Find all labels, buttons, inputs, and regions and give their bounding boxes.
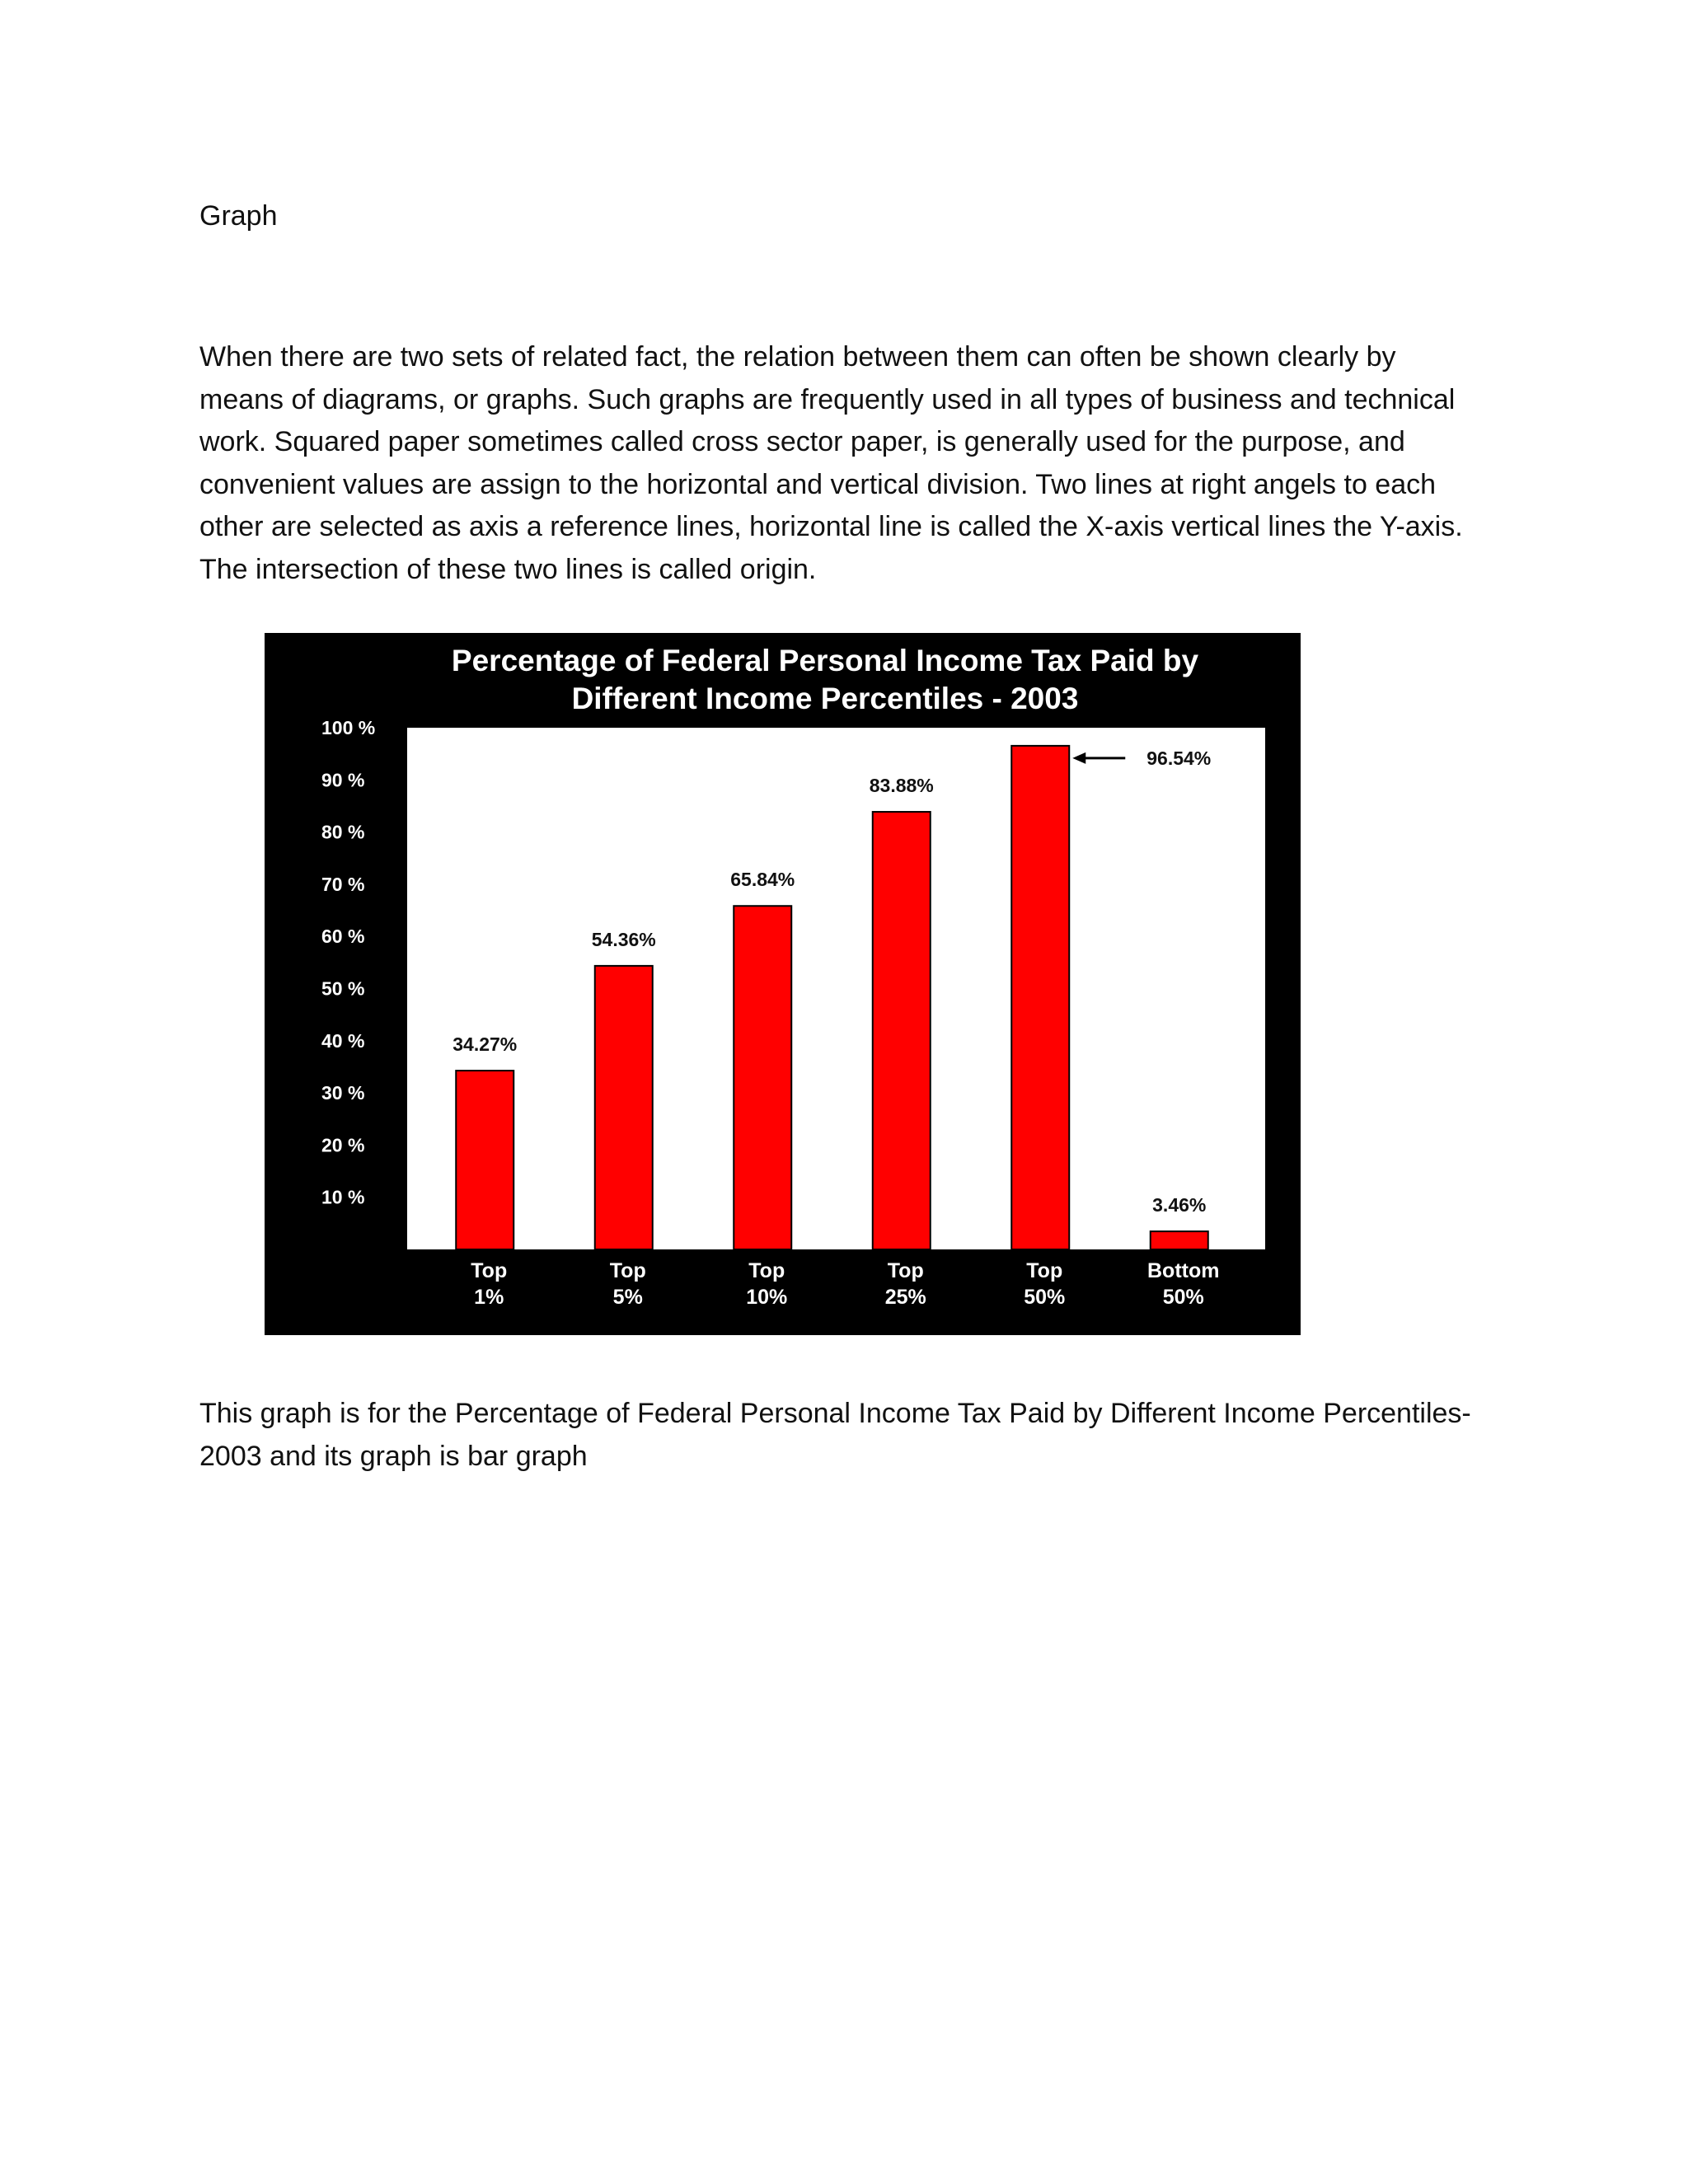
- section-heading: Graph: [199, 200, 278, 232]
- caption-paragraph: [199, 1393, 1485, 1478]
- x-tick-label: 50%: [1162, 1286, 1204, 1309]
- paragraph-line: 2003 and its graph is bar graph: [199, 1440, 588, 1472]
- y-tick-label: 90 %: [321, 769, 365, 791]
- y-tick-label: 60 %: [321, 926, 365, 948]
- data-label: 83.88%: [869, 775, 934, 797]
- bar: [734, 906, 791, 1249]
- x-tick-label: 5%: [612, 1286, 643, 1309]
- paragraph-line: means of diagrams, or graphs. Such graphs are frequently used in all types of business and technical: [199, 383, 1456, 415]
- y-tick-label: 10 %: [321, 1186, 365, 1208]
- x-tick-label: Bottom: [1147, 1259, 1220, 1282]
- bar: [1151, 1231, 1208, 1249]
- data-label: 34.27%: [452, 1033, 518, 1056]
- data-label: 96.54%: [1146, 747, 1212, 769]
- y-tick-label: 80 %: [321, 821, 365, 843]
- x-tick-label: Top: [471, 1259, 508, 1282]
- y-tick-label: 70 %: [321, 873, 365, 895]
- x-tick-label: Top: [1026, 1259, 1063, 1282]
- paragraph-line: work. Squared paper sometimes called cross sector paper, is generally used for the purpose, and: [199, 426, 1405, 457]
- x-tick-label: 25%: [884, 1286, 926, 1309]
- intro-paragraph: [199, 336, 1485, 591]
- paragraph-line: convenient values are assign to the horizontal and vertical division. Two lines at right angels to each: [199, 468, 1437, 500]
- bar-chart-figure: [265, 633, 1301, 1335]
- paragraph-line: When there are two sets of related fact, the relation between them can often be shown clearly by: [199, 341, 1396, 373]
- bar: [456, 1071, 513, 1249]
- bar-chart: [265, 633, 1301, 1335]
- bar: [873, 812, 931, 1249]
- y-tick-label: 20 %: [321, 1134, 365, 1156]
- x-tick-label: 50%: [1024, 1286, 1066, 1309]
- x-tick-label: 10%: [746, 1286, 788, 1309]
- data-label: 54.36%: [591, 928, 656, 950]
- paragraph-line: other are selected as axis a reference lines, horizontal line is called the X-axis vertical lines the Y-axis.: [199, 511, 1463, 542]
- x-tick-label: Top: [609, 1259, 646, 1282]
- chart-title-line: Percentage of Federal Personal Income Tax Paid by: [451, 644, 1199, 677]
- y-tick-label: 50 %: [321, 977, 365, 1000]
- x-tick-label: 1%: [474, 1286, 504, 1309]
- y-tick-label: 30 %: [321, 1082, 365, 1104]
- bar: [595, 966, 653, 1249]
- chart-title-line: Different Income Percentiles - 2003: [571, 682, 1079, 715]
- paragraph-line: This graph is for the Percentage of Federal Personal Income Tax Paid by Different Income Percentiles-: [199, 1398, 1471, 1429]
- data-label: 65.84%: [730, 869, 795, 891]
- bar: [1011, 746, 1069, 1249]
- y-tick-label: 100 %: [321, 717, 376, 738]
- plot-area: [407, 728, 1265, 1249]
- x-tick-label: Top: [887, 1259, 924, 1282]
- x-tick-label: Top: [748, 1259, 785, 1282]
- y-tick-label: 40 %: [321, 1029, 365, 1052]
- data-label: 3.46%: [1152, 1194, 1207, 1216]
- paragraph-line: The intersection of these two lines is called origin.: [199, 553, 817, 585]
